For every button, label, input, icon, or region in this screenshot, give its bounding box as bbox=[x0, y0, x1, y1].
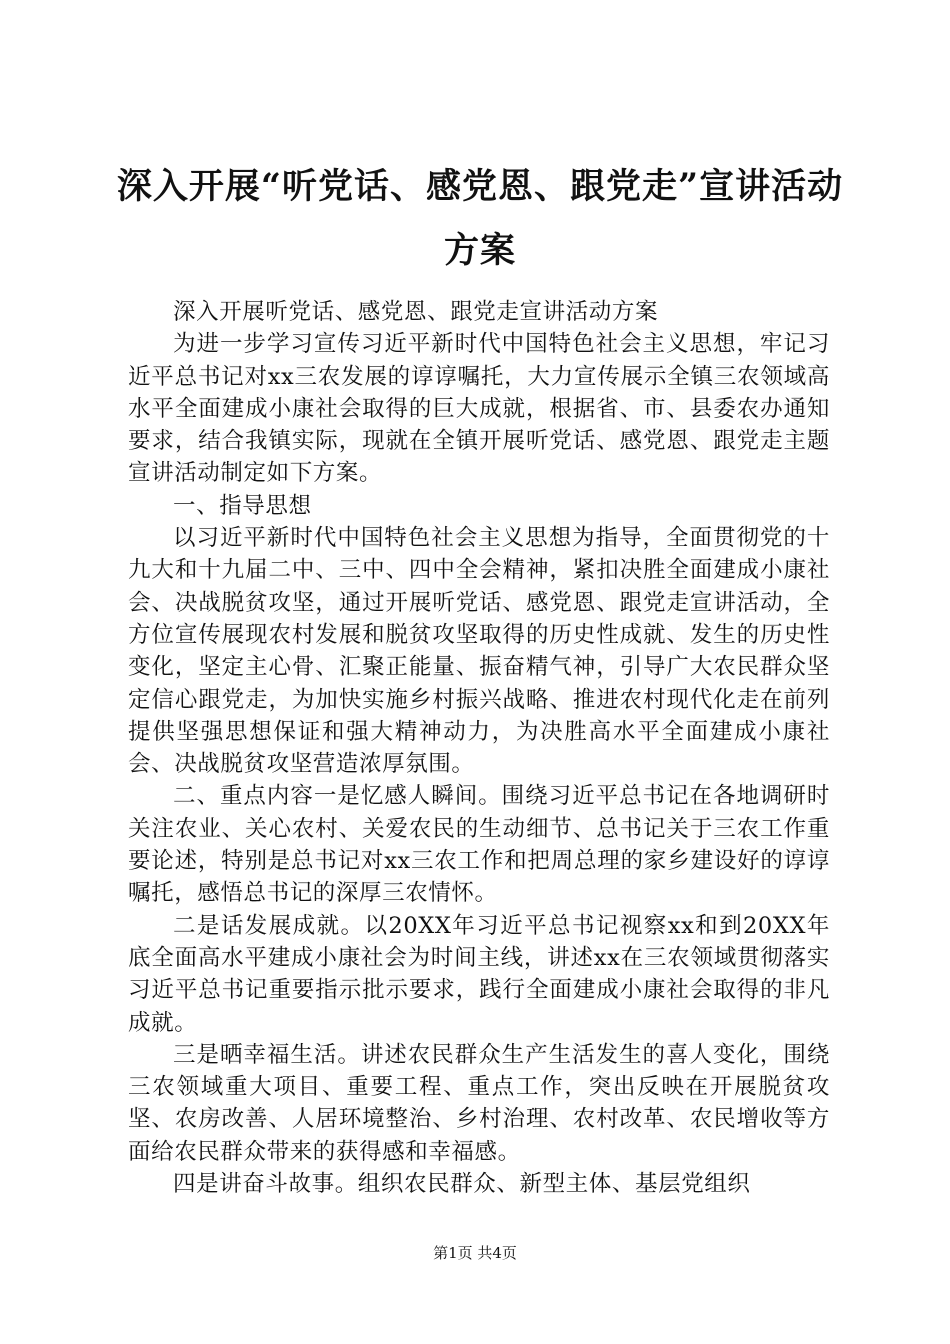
paragraph-key-content-1: 二、重点内容一是忆感人瞬间。围绕习近平总书记在各地调研时关注农业、关心农村、关爱农民的生动细节、总书记关于三农工作重要论述，特别是总书记对xx三农工作和把周总理的家乡建设好的谆谆嘱托，感悟总书记的深厚三农情怀。 bbox=[128, 783, 830, 907]
paragraph-key-content-2: 二是话发展成就。以20XX年习近平总书记视察xx和到20XX年底全面高水平建成小康社会为时间主线，讲述xx在三农领域贯彻落实习近平总书记重要指示批示要求，践行全面建成小康社会取得的非凡成就。 bbox=[128, 912, 830, 1036]
page-number-footer: 第1页 共4页 bbox=[433, 1244, 517, 1262]
paragraph-subtitle: 深入开展听党话、感党恩、跟党走宣讲活动方案 bbox=[173, 299, 659, 325]
document-body bbox=[128, 296, 830, 1200]
document-title: 深入开展“听党话、感党恩、跟党走”宣讲活动方案 bbox=[116, 166, 844, 271]
section-heading-guiding-ideology: 一、指导思想 bbox=[173, 492, 312, 519]
paragraph-intro: 为进一步学习宣传习近平新时代中国特色社会主义思想，牢记习近平总书记对xx三农发展的谆谆嘱托，大力宣传展示全镇三农领域高水平全面建成小康社会取得的巨大成就，根据省、市、县委农办通知要求，结合我镇实际，现就在全镇开展听党话、感党恩、跟党走主题宣讲活动制定如下方案。 bbox=[128, 331, 830, 487]
paragraph-guiding-ideology: 以习近平新时代中国特色社会主义思想为指导，全面贯彻党的十九大和十九届二中、三中、四中全会精神，紧扣决胜全面建成小康社会、决战脱贫攻坚，通过开展听党话、感党恩、跟党走宣讲活动，全方位宣传展现农村发展和脱贫攻坚取得的历史性成就、发生的历史性变化，坚定主心骨、汇聚正能量、振奋精气神，引导广大农民群众坚定信心跟党走，为加快实施乡村振兴战略、推进农村现代化走在前列提供坚强思想保证和强大精神动力，为决胜高水平全面建成小康社会、决战脱贫攻坚营造浓厚氛围。 bbox=[128, 525, 830, 778]
paragraph-key-content-3: 三是晒幸福生活。讲述农民群众生产生活发生的喜人变化，围绕三农领域重大项目、重要工程、重点工作，突出反映在开展脱贫攻坚、农房改善、人居环境整治、乡村治理、农村改革、农民增收等方面给农民群众带来的获得感和幸福感。 bbox=[128, 1041, 830, 1165]
paragraph-key-content-4: 四是讲奋斗故事。组织农民群众、新型主体、基层党组织 bbox=[173, 1171, 751, 1198]
